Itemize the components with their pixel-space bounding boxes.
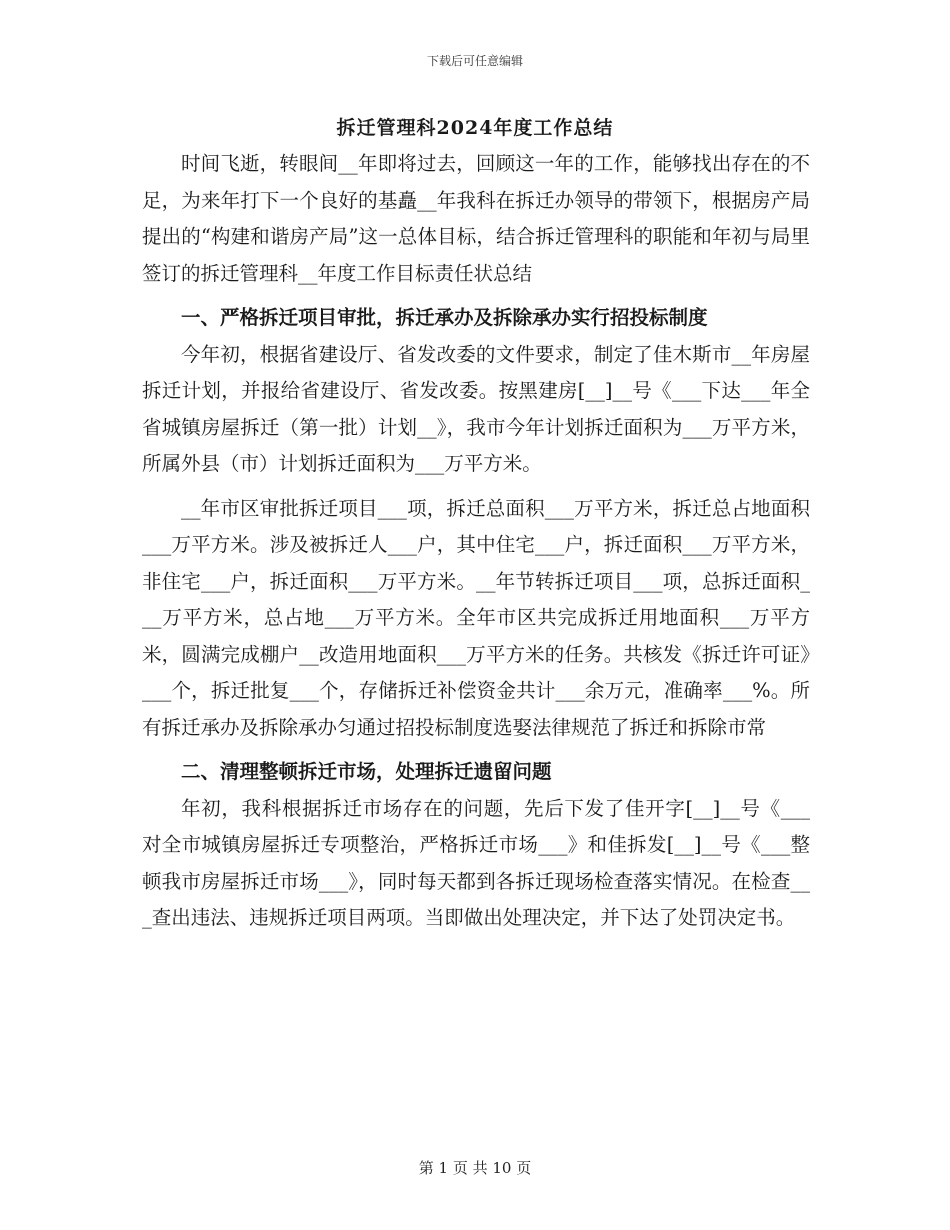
- document-title: 拆迁管理科2024年度工作总结: [336, 117, 614, 139]
- section-2-heading: 二、清理整顿拆迁市场，处理拆迁遗留问题: [181, 760, 552, 783]
- header-note: 下载后可任意编辑: [426, 54, 523, 68]
- section-2-paragraph-1: 年初，我科根据拆迁市场存在的问题，先后下发了佳开字[__]__号《___对全市城镇房屋拆迁专项整治，严格拆迁市场___》和佳拆发[__]__号《___整顿我市房屋拆迁市场___》，同时每天都到各拆迁现场检查落实情况。在检查___查出违法、违规拆迁项目两项。当即做出处理决定，并下达了处罚决定书。: [142, 796, 810, 929]
- page-footer: 第 1 页 共 10 页: [418, 1159, 532, 1177]
- section-1-heading: 一、严格拆迁项目审批，拆迁承办及拆除承办实行招投标制度: [181, 306, 708, 329]
- document-body: [142, 146, 810, 937]
- section-1-paragraph-1: 今年初，根据省建设厅、省发改委的文件要求，制定了佳木斯市__年房屋拆迁计划，并报给省建设厅、省发改委。按黑建房[__]__号《___下达___年全省城镇房屋拆迁（第一批）计划__》，我市今年计划拆迁面积为___万平方米，所属外县（市）计划拆迁面积为___万平方米。: [142, 342, 810, 475]
- section-1-paragraph-2: __年市区审批拆迁项目___项，拆迁总面积___万平方米，拆迁总占地面积___万平方米。涉及被拆迁人___户，其中住宅___户，拆迁面积___万平方米，非住宅___户，拆迁面积___万平方米。__年节转拆迁项目___项，总拆迁面积___万平方米，总占地___万平方米。全年市区共完成拆迁用地面积___万平方米，圆满完成棚户__改造用地面积___万平方米的任务。共核发《拆迁许可证》___个，拆迁批复___个，存储拆迁补偿资金共计___余万元，准确率___%。所有拆迁承办及拆除承办匀通过招投标制度选娶法律规范了拆迁和拆除市常: [142, 496, 810, 739]
- intro-paragraph: 时间飞逝，转眼间__年即将过去，回顾这一年的工作，能够找出存在的不足，为来年打下一个良好的基矗__年我科在拆迁办领导的带领下，根据房产局提出的“构建和谐房产局”这一总体目标，结合拆迁管理科的职能和年初与局里签订的拆迁管理科__年度工作目标责任状总结: [142, 152, 810, 285]
